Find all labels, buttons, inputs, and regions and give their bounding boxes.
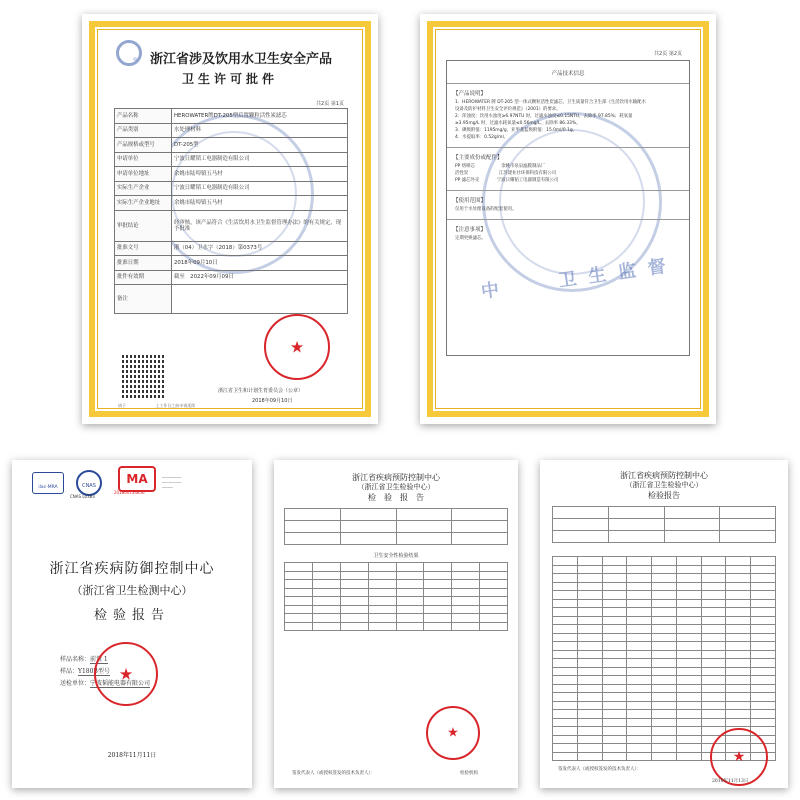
results-table [284,562,508,631]
permit-subtitle: 卫生许可批件 [181,72,278,86]
results-subheader: 卫生安全性检验结果 [373,553,419,559]
ma-code: 201800134856 [114,490,145,495]
table-row [553,591,776,600]
technical-section-line: 仅用于水处理设备的配套使用。 [455,207,517,212]
permit-document [82,14,378,424]
permit-row-label: 申请单位 [115,152,172,167]
technical-info-document [420,14,716,424]
table-row [553,701,776,710]
permit-row-value: 2018年09月10日 [172,256,348,271]
permit-row-value: 宁波日耀韬工电器制造有限公司 [172,181,348,196]
report-title: 检验报告 [93,608,170,623]
cover-field-value: Y180B型号 [78,668,110,675]
technical-section-line: 定期更换滤芯。 [455,236,486,241]
technical-section-title: 【使用范围】 [453,198,487,204]
permit-row-value: 余姚市陆埠镇五马村 [172,167,348,182]
permit-row-value: 截至 2022年09月09日 [172,270,348,285]
report-org-title: 浙江省疾病防御控制中心 [49,561,215,577]
table-row [553,650,776,659]
permit-row-label: 实际生产企业地址 [115,196,172,211]
table-row [285,614,508,623]
permit-row [115,210,348,241]
technical-section-line: 活性炭 江苏建业社环保科技有限公司 [455,171,556,176]
permit-row [115,196,348,211]
report-org-subtitle: （浙江省卫生检验中心） [625,481,703,489]
permit-row-value: HEROWATER牌DT-205型后置颗粒活性炭滤芯 [172,109,348,124]
permit-row [115,285,348,314]
permit-row-value [172,285,348,314]
table-row [553,574,776,583]
qr-code [122,354,166,398]
inspection-cover-document [12,460,252,788]
cover-field-value: 宁波韬能电器有限公司 [90,680,151,687]
table-row [553,582,776,591]
permit-row-label: 产品规格或型号 [115,138,172,153]
technical-table [446,60,690,356]
table-row [553,557,776,566]
table-row [285,563,508,572]
table-row [285,622,508,631]
table-row [285,580,508,589]
cover-date: 2018年11月11日 [107,752,157,759]
accreditation-notes: ───────── ───────── ───── [162,476,182,490]
signatory: 签发代表人（或授权签发的技术负责人）： [558,767,642,772]
table-row [285,588,508,597]
table-row [553,565,776,574]
table-row [553,599,776,608]
permit-row-label: 申请单位地址 [115,167,172,182]
technical-section-line: 4．水提取率：0.52g/ml。 [455,135,509,140]
permit-table [114,108,348,314]
permit-row [115,241,348,256]
cover-field-label: 送检单位： [60,680,91,687]
permit-title: 浙江省涉及饮用水卫生安全产品 [149,52,332,67]
test-report-detail-document [540,460,788,788]
technical-section-title: 【产品说明】 [453,91,487,97]
official-red-seal: ★ [264,314,330,380]
permit-row [115,109,348,124]
technical-section-line: PP 滤芯外壳 宁波日耀韬工电器制造有限公司 [455,178,559,183]
technical-section-line: PP 熔喷芯 余姚市泉泉滤膜制品厂 [455,164,546,169]
permit-row [115,138,348,153]
table-row [553,667,776,676]
table-row [553,684,776,693]
permit-row [115,152,348,167]
cover-field-label: 样品名称： [60,656,91,663]
official-red-seal: ★ [710,728,768,786]
report-org-title: 浙江省疾病预防控制中心 [352,473,440,482]
cover-field-label: 样品： [60,668,79,675]
table-row [553,608,776,617]
ma-logo-icon: MA [118,466,156,492]
table-row [553,718,776,727]
sample-info-table [284,508,508,545]
permit-row-value: 宁波日耀韬工电器制造有限公司 [172,152,348,167]
technical-section-line: 3．碘吸附值：1195mg/g，亚甲基蓝吸附值：15.0ml/0.1g。 [455,128,578,133]
permit-row-label: 备注 [115,285,172,314]
page-indicator: 共2页 第2页 [654,51,682,57]
test-report-document [274,460,518,788]
permit-date: 2018年09月10日 [252,398,293,404]
permit-row-value: DT-205型 [172,138,348,153]
permit-row-value: 浙（04）卫水字（2018）第0373号 [172,241,348,256]
issuing-org: 检验机构 [460,771,478,776]
permit-row [115,167,348,182]
report-org-subtitle: （浙江省卫生检验中心） [357,483,435,491]
cnas-logo-icon: CNAS [76,470,102,496]
permit-row [115,256,348,271]
technical-section-title: 【主要成份或配件】 [453,155,503,161]
permit-row-value: 余姚市陆埠镇五马村 [172,196,348,211]
report-title: 检验报告 [648,491,680,500]
permit-row-label: 批件有效期 [115,270,172,285]
issuer: 浙江省卫生和计划生育委员会（公章） [218,388,304,394]
permit-row [115,123,348,138]
technical-section-line: 1．HEROWATER 牌 DT-205 型一体式颗粒活性炭滤芯，卫生质量符合卫生部《生活饮用水输配水 [455,100,646,105]
permit-row [115,270,348,285]
official-red-seal: ★ [94,642,158,706]
table-row [285,597,508,606]
table-row [553,625,776,634]
ilac-mra-logo-icon: ilac-MRA [32,472,64,494]
watermark-text: 中 卫生监督 [479,254,679,303]
permit-row-value: 水处理材料 [172,123,348,138]
signatory: 签发代表人（或授权签发的技术负责人）： [292,771,376,776]
report-date: 2018年11月13日 [712,779,749,784]
technical-section-line: 设备及防护材料卫生安全评价规范》（2001）的要求。 [455,107,561,112]
technical-section-title: 【注意事项】 [453,227,487,233]
permit-row-label: 产品名称 [115,109,172,124]
footer-note: 请于 上工作日之前申请延续 [118,403,196,408]
table-row [553,676,776,685]
permit-row-label: 审批结论 [115,210,172,241]
permit-row-label: 批准日期 [115,256,172,271]
cnas-code: CNAS L0383 [70,494,95,499]
report-org-title: 浙江省疾病预防控制中心 [620,471,708,480]
permit-row-label: 批准文号 [115,241,172,256]
table-row [553,710,776,719]
page-indicator: 共2页 第1页 [316,101,344,107]
table-row [553,693,776,702]
cover-field-value: 前置 1 [90,656,108,663]
table-row [553,642,776,651]
permit-row-label: 产品类别 [115,123,172,138]
table-row [553,616,776,625]
table-row [285,605,508,614]
permit-row [115,181,348,196]
table-row [553,659,776,668]
table-row [553,633,776,642]
sample-info-table [552,506,776,543]
technical-section-line: ≥3.95mg/L 时，过滤水耗氧量≤0.56mg/L，去除率 86.33%。 [455,121,581,126]
technical-section-line: 2．浑浊度：饮用水浊度≥6.97NTU 时，过滤水浊度≤0.15NTU，去除率 97.85%；耗氧量 [455,114,633,119]
official-red-seal: ★ [426,706,480,760]
technical-header: 产品技术信息 [551,71,585,77]
report-org-subtitle: （浙江省卫生检测中心） [71,584,193,597]
table-row [285,571,508,580]
report-title: 检 验 报 告 [368,493,424,502]
permit-row-value: 经审核，该产品符合《生活饮用水卫生监督管理办法》的有关规定，现予批准 [172,210,348,241]
permit-row-label: 实际生产企业 [115,181,172,196]
